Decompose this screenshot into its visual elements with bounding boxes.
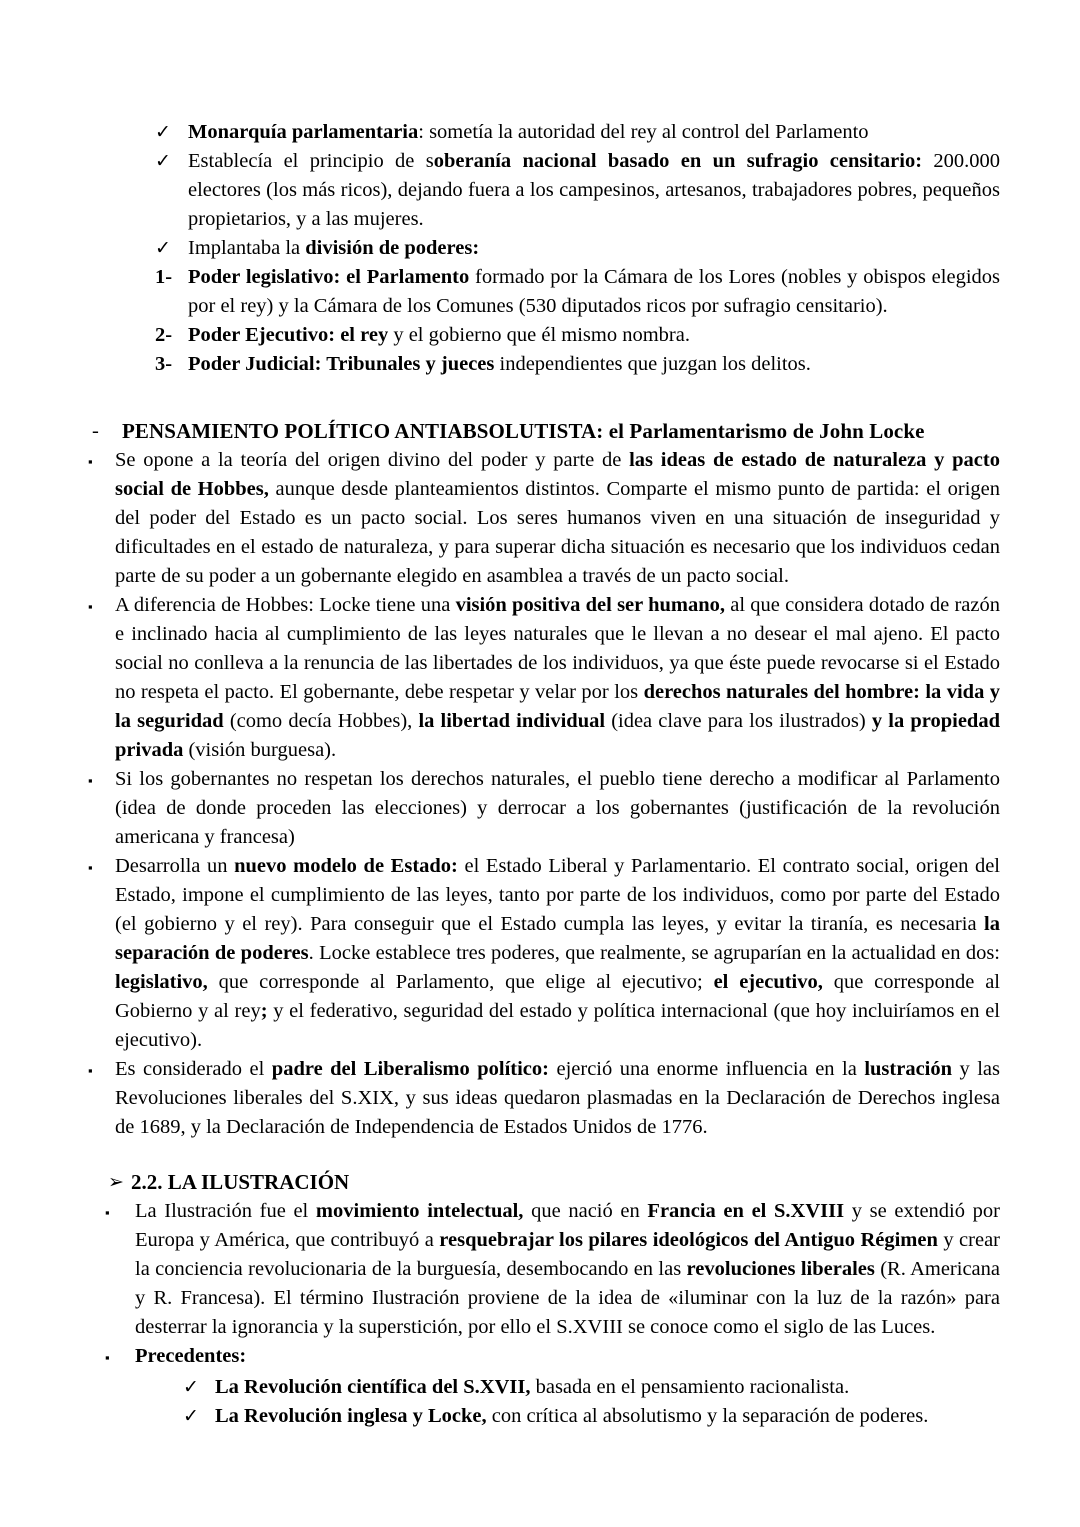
check-icon: ✓ <box>155 122 171 143</box>
emphasis: legislativo, <box>115 971 208 993</box>
emphasis: movimiento intelectual, <box>315 1200 524 1222</box>
section-heading-ilustracion <box>80 1168 1000 1197</box>
list-item-text: La Revolución científica del S.XVII, basada en el pensamiento racionalista. <box>215 1376 850 1398</box>
emphasis: Poder Judicial: Tribunales y jueces <box>188 353 495 375</box>
emphasis: revoluciones liberales <box>686 1258 875 1280</box>
numbered-item <box>80 321 1000 350</box>
list-item-text: Monarquía parlamentaria: sometía la autoridad del rey al control del Parlamento <box>188 121 869 143</box>
numbered-item <box>80 350 1000 379</box>
list-item-text: Implantaba la división de poderes: <box>188 237 480 259</box>
emphasis: La Revolución inglesa y Locke, <box>215 1405 487 1427</box>
emphasis: Monarquía parlamentaria <box>188 121 419 143</box>
emphasis: el ejecutivo, <box>713 971 823 993</box>
emphasis: y la propiedad privada <box>115 710 1000 761</box>
list-item-text: La Revolución inglesa y Locke, con crítica al absolutismo y la separación de poderes. <box>215 1405 929 1427</box>
list-item-text: Es considerado el padre del Liberalismo político: ejerció una enorme influencia en la lustración y las Revoluciones liberales del S.XIX, y sus ideas quedaron plasmadas en la Declaración de Derechos inglesa de 1689, y la Declaración de Independencia de Estados Unidos de 1776. <box>115 1058 1001 1138</box>
section-heading-pensamiento <box>80 417 1000 446</box>
check-icon: ✓ <box>183 1406 199 1427</box>
square-bullet-icon: ▪ <box>88 454 93 469</box>
list-item <box>80 147 1000 234</box>
emphasis: visión positiva del ser humano, <box>455 594 726 616</box>
emphasis: las ideas de estado de naturaleza y pacto social de Hobbes, <box>115 449 1000 500</box>
emphasis: resquebrajar los pilares ideológicos del Antiguo Régimen <box>439 1229 938 1251</box>
section-heading-text: 2.2. LA ILUSTRACIÓN <box>131 1170 350 1194</box>
emphasis: Precedentes: <box>135 1345 247 1367</box>
check-icon: ✓ <box>183 1377 199 1398</box>
arrow-bullet-icon: ➢ <box>108 1172 124 1193</box>
square-bullet-icon: ▪ <box>88 773 93 788</box>
emphasis: derechos naturales del hombre: la vida y la seguridad <box>115 681 1001 732</box>
emphasis: nuevo modelo de Estado: <box>234 855 458 877</box>
list-item <box>80 1342 1000 1373</box>
spacer <box>80 1142 1000 1168</box>
list-item <box>80 446 1000 591</box>
square-bullet-icon: ▪ <box>105 1350 110 1365</box>
emphasis: Poder legislativo: el Parlamento <box>188 266 470 288</box>
emphasis: ; <box>260 1000 268 1022</box>
list-item <box>80 1197 1000 1342</box>
emphasis: La Revolución científica del S.XVII, <box>215 1376 531 1398</box>
list-item <box>80 1402 1000 1431</box>
number-marker: 2- <box>155 324 173 346</box>
numbered-item-text: Poder legislativo: el Parlamento formado por la Cámara de los Lores (nobles y obispos elegidos por el rey) y la Cámara de los Comunes (530 diputados ricos por sufragio censitario). <box>188 266 1000 317</box>
numbered-item <box>80 263 1000 321</box>
numbered-item-text: Poder Judicial: Tribunales y jueces independientes que juzgan los delitos. <box>188 353 811 375</box>
number-marker: 1- <box>155 266 173 288</box>
emphasis: división de poderes: <box>305 237 480 259</box>
list-item <box>80 852 1000 1055</box>
list-item-text <box>135 1342 1000 1371</box>
list-item-text: Establecía el principio de soberanía nacional basado en un sufragio censitario: 200.000 electores (los más ricos), dejando fuera a los campesinos, artesanos, trabajadores pobres, pequeños propietarios, y a las mujeres. <box>188 150 1000 230</box>
square-bullet-icon: ▪ <box>88 599 93 614</box>
list-item-text: Desarrolla un nuevo modelo de Estado: el Estado Liberal y Parlamentario. El contrato social, origen del Estado, impone el cumplimiento de las leyes, tanto por parte de los individuos, como por parte del Estado (el gobierno y el rey). Para conseguir que el Estado cumpla las leyes, y evitar la tiranía, es necesaria la separación de poderes. Locke establece tres poderes, que realmente, se agruparían en la actualidad en dos: legislativo, que corresponde al Parlamento, que elige al ejecutivo; el ejecutivo, que corresponde al Gobierno y al rey; y el federativo, seguridad del estado y política internacional (que hoy incluiríamos en el ejecutivo). <box>115 855 1001 1051</box>
emphasis: padre del Liberalismo político: <box>271 1058 549 1080</box>
emphasis: Francia en el S.XVIII <box>647 1200 845 1222</box>
spacer <box>80 379 1000 417</box>
emphasis: oberanía nacional basado en un sufragio censitario: <box>433 150 923 172</box>
numbered-item-text: Poder Ejecutivo: el rey y el gobierno que él mismo nombra. <box>188 324 690 346</box>
emphasis: la libertad individual <box>418 710 606 732</box>
check-icon: ✓ <box>155 238 171 259</box>
emphasis: la separación de poderes <box>115 913 1000 964</box>
list-item-text: A diferencia de Hobbes: Locke tiene una visión positiva del ser humano, al que considera dotado de razón e inclinado hacia al cumplimiento de las leyes naturales que le llevan a no desear el mal ajeno. El pacto social no conlleva a la renuncia de las libertades de los individuos, ya que éste puede revocarse si el Estado no respeta el pacto. El gobernante, debe respetar y velar por los derechos naturales del hombre: la vida y la seguridad (como decía Hobbes), la libertad individual (idea clave para los ilustrados) y la propiedad privada (visión burguesa). <box>115 594 1001 761</box>
emphasis: lustración <box>864 1058 953 1080</box>
section-heading-text: PENSAMIENTO POLÍTICO ANTIABSOLUTISTA: el Parlamentarismo de John Locke <box>122 419 925 443</box>
square-bullet-icon: ▪ <box>88 1063 93 1078</box>
list-item <box>80 234 1000 263</box>
list-item-text: Si los gobernantes no respetan los derechos naturales, el pueblo tiene derecho a modificar al Parlamento (idea de donde proceden las elecciones) y derrocar a los gobernantes (justificación de la revolución americana y francesa) <box>115 768 1000 848</box>
list-item <box>80 1055 1000 1142</box>
square-bullet-icon: ▪ <box>105 1205 110 1220</box>
list-item <box>80 765 1000 852</box>
check-icon: ✓ <box>155 151 171 172</box>
emphasis: Poder Ejecutivo: el rey <box>188 324 389 346</box>
list-item-text: La Ilustración fue el movimiento intelectual, que nació en Francia en el S.XVIII y se extendió por Europa y América, que contribuyó a resquebrajar los pilares ideológicos del Antiguo Régimen y crear la conciencia revolucionaria de la burguesía, desembocando en las revoluciones liberales (R. Americana y R. Francesa). El término Ilustración proviene de la idea de «iluminar con la luz de la razón» para desterrar la ignorancia y la superstición, por ello el S.XVIII se conoce como el siglo de las Luces. <box>135 1200 1000 1338</box>
list-item <box>80 1373 1000 1402</box>
dash-icon: - <box>92 420 99 442</box>
list-item <box>80 118 1000 147</box>
list-item <box>80 591 1000 765</box>
list-item-text: Se opone a la teoría del origen divino del poder y parte de las ideas de estado de naturaleza y pacto social de Hobbes, aunque desde planteamientos distintos. Comparte el mismo punto de partida: el origen del poder del Estado es un pacto social. Los seres humanos viven en una situación de inseguridad y dificultades en el estado de naturaleza, y para superar dicha situación es necesario que los individuos cedan parte de su poder a un gobernante elegido en asamblea a través de un pacto social. <box>115 449 1001 587</box>
number-marker: 3- <box>155 353 173 375</box>
square-bullet-icon: ▪ <box>88 860 93 875</box>
